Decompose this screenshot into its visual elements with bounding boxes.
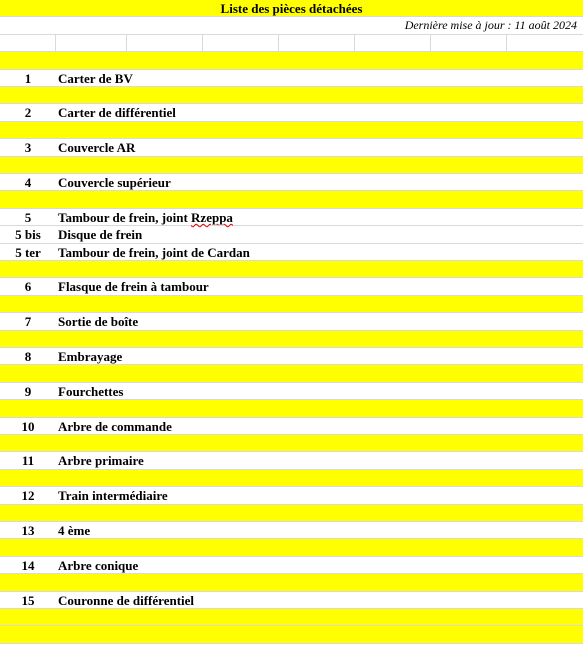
- part-row[interactable]: [0, 418, 583, 435]
- part-name: Arbre conique: [58, 557, 139, 573]
- part-row[interactable]: [0, 139, 583, 156]
- part-name: Tambour de frein, joint Rzeppa: [58, 209, 233, 225]
- part-number: 15: [21, 592, 35, 608]
- part-number: 3: [24, 140, 32, 156]
- part-row[interactable]: [0, 592, 583, 609]
- part-number: 4: [24, 175, 32, 190]
- spacer-row[interactable]: [0, 122, 583, 139]
- part-number: 12: [21, 488, 35, 504]
- spacer-row[interactable]: [0, 365, 583, 382]
- part-row[interactable]: [0, 348, 583, 365]
- part-name: Carter de BV: [58, 70, 133, 86]
- spacer-row[interactable]: [0, 505, 583, 522]
- spacer-row[interactable]: [0, 87, 583, 104]
- part-number: 5 ter: [15, 244, 41, 260]
- spacer-row[interactable]: [0, 609, 583, 626]
- spacer-row[interactable]: [0, 191, 583, 208]
- part-row[interactable]: [0, 104, 583, 121]
- part-number: 9: [24, 383, 32, 399]
- part-number: 14: [21, 557, 35, 573]
- part-row[interactable]: [0, 557, 583, 574]
- part-name: Carter de différentiel: [58, 105, 176, 121]
- grid-line: [506, 35, 507, 51]
- part-name: Fourchettes: [58, 383, 124, 399]
- spacer-row[interactable]: [0, 574, 583, 591]
- part-name: Tambour de frein, joint de Cardan: [58, 244, 250, 260]
- part-name: Arbre de commande: [58, 418, 172, 434]
- spacer-row[interactable]: [0, 296, 583, 313]
- grid-line: [430, 35, 431, 51]
- spacer-row[interactable]: [0, 52, 583, 69]
- part-name: Couronne de différentiel: [58, 592, 195, 608]
- part-row[interactable]: [0, 313, 583, 330]
- part-row[interactable]: [0, 244, 583, 261]
- grid-line: [278, 35, 279, 51]
- part-number: 13: [21, 523, 35, 538]
- part-name: Sortie de boîte: [58, 314, 139, 330]
- part-row[interactable]: [0, 209, 583, 226]
- part-number: 11: [21, 453, 35, 469]
- part-name: Disque de frein: [58, 227, 143, 243]
- part-name: Train intermédiaire: [58, 488, 168, 504]
- grid-line: [126, 35, 127, 51]
- spacer-row[interactable]: [0, 435, 583, 452]
- spellcheck-mark: Rzeppa: [191, 209, 233, 225]
- part-row[interactable]: [0, 487, 583, 504]
- last-update-text: Dernière mise à jour : 11 août 2024: [404, 18, 577, 33]
- spacer-row[interactable]: [0, 331, 583, 348]
- part-name: Embrayage: [58, 349, 123, 364]
- update-row[interactable]: [0, 17, 583, 34]
- part-number: 5: [24, 209, 32, 225]
- sheet-title: Liste des pièces détachées: [220, 1, 363, 16]
- part-name: Couvercle AR: [58, 140, 136, 156]
- part-name: Flasque de frein à tambour: [58, 279, 209, 295]
- grid-line: [202, 35, 203, 51]
- spacer-row[interactable]: [0, 400, 583, 417]
- part-row[interactable]: [0, 452, 583, 469]
- spacer-row[interactable]: [0, 261, 583, 278]
- spacer-row[interactable]: [0, 470, 583, 487]
- part-row[interactable]: [0, 278, 583, 295]
- part-number: 8: [24, 349, 32, 364]
- part-row[interactable]: [0, 522, 583, 539]
- part-name: Couvercle supérieur: [58, 175, 171, 190]
- part-number: 6: [24, 279, 32, 295]
- part-number: 1: [24, 70, 32, 86]
- part-number: 2: [24, 105, 32, 121]
- part-row[interactable]: [0, 226, 583, 243]
- part-row[interactable]: [0, 383, 583, 400]
- part-name: 4 ème: [58, 523, 91, 538]
- spacer-row[interactable]: [0, 539, 583, 556]
- part-number: 7: [24, 314, 32, 330]
- part-row[interactable]: [0, 70, 583, 87]
- spacer-row[interactable]: [0, 626, 583, 643]
- part-row[interactable]: [0, 174, 583, 191]
- empty-row[interactable]: [0, 35, 583, 52]
- title-row[interactable]: [0, 0, 583, 17]
- grid-line: [55, 35, 56, 51]
- part-name: Arbre primaire: [58, 453, 144, 469]
- part-number: 10: [21, 418, 35, 434]
- spacer-row[interactable]: [0, 157, 583, 174]
- part-number: 5 bis: [15, 227, 41, 243]
- grid-line: [354, 35, 355, 51]
